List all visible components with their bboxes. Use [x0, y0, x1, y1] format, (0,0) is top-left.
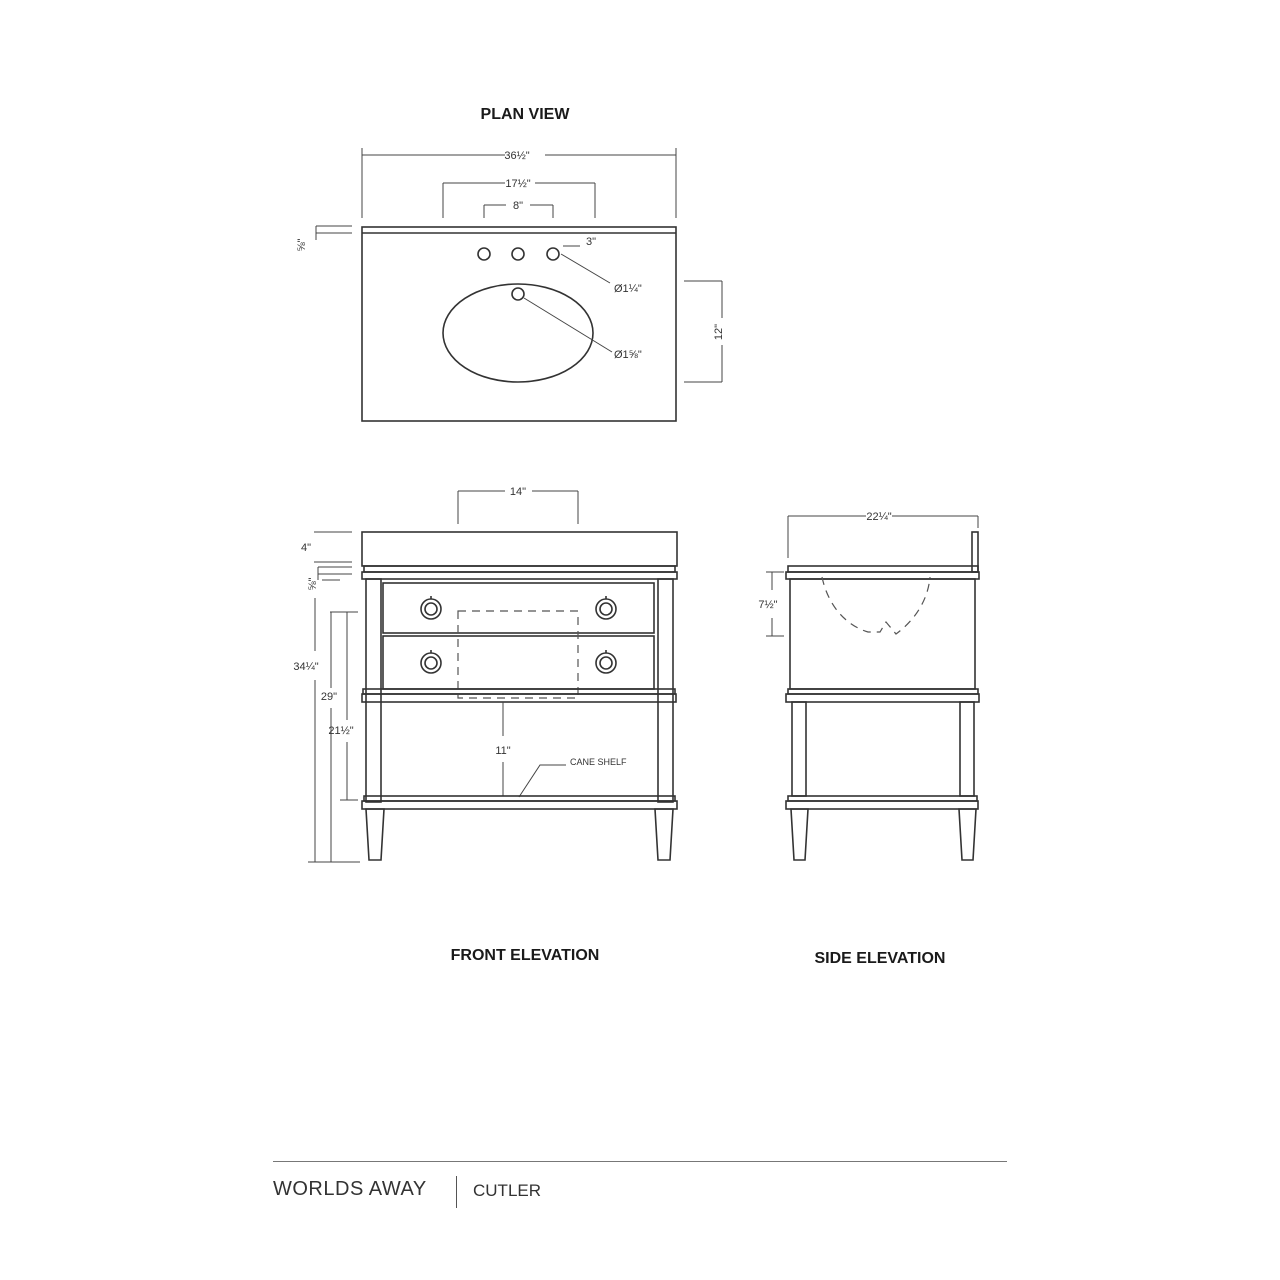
lower-drawer: [383, 636, 654, 689]
side-basin-drop-label: 7½": [758, 599, 778, 611]
front-basin-width-label: 14": [509, 486, 527, 498]
front-elevation: [293, 486, 677, 964]
front-apron-height-label: 29": [320, 691, 338, 703]
product-name: CUTLER: [473, 1181, 542, 1200]
front-right-leg: [655, 809, 673, 860]
side-depth-dimension: [788, 511, 978, 558]
front-right-post: [658, 579, 673, 802]
side-elevation-title: SIDE ELEVATION: [814, 950, 946, 967]
side-cabinet-body: [790, 579, 975, 689]
plan-top-thickness-label: ⅝": [296, 238, 308, 252]
front-basin-width-dimension: [458, 486, 578, 524]
front-leg-height-label: 21½": [328, 725, 354, 737]
side-back-post: [960, 702, 974, 796]
side-hidden-basin-profile: [822, 577, 930, 634]
side-countertop: [788, 566, 978, 572]
cane-shelf-label: CANE SHELF: [570, 757, 627, 767]
footer-divider: [273, 1161, 1007, 1162]
plan-basin: [443, 284, 593, 382]
footer-separator: [456, 1176, 457, 1208]
side-shelf-rail: [786, 801, 978, 809]
faucet-hole-right: [547, 248, 559, 260]
upper-drawer: [383, 583, 654, 633]
hidden-basin-outline: [458, 611, 578, 698]
front-apron-molding: [362, 572, 677, 579]
drain-hole: [512, 288, 524, 300]
front-top-thickness-label: ⅝": [307, 577, 319, 591]
plan-countertop: [362, 227, 676, 421]
plan-view: [296, 106, 725, 421]
plan-faucet-spread-label: 8": [512, 200, 524, 212]
side-mid-rail: [786, 694, 979, 702]
side-front-leg: [791, 809, 808, 860]
front-shelf-clearance-label: 11": [495, 745, 511, 757]
plan-drill-span-label: 17½": [505, 178, 531, 190]
front-overall-height-label: 34¼": [293, 661, 319, 673]
front-countertop-block: [362, 532, 677, 566]
plan-view-title: PLAN VIEW: [480, 106, 570, 123]
faucet-hole-left: [478, 248, 490, 260]
brand-name: WORLDS AWAY: [273, 1178, 427, 1200]
front-left-post: [366, 579, 381, 802]
front-top-edge: [364, 566, 675, 572]
front-backsplash-label: 4": [300, 542, 312, 554]
side-front-post: [792, 702, 806, 796]
side-depth-label: 22¼": [866, 511, 892, 523]
side-back-leg: [959, 809, 976, 860]
plan-basin-depth-label: 12": [713, 323, 725, 341]
plan-drain-diameter-label: Ø1⅝": [614, 349, 642, 361]
front-left-leg: [366, 809, 384, 860]
faucet-hole-center: [512, 248, 524, 260]
plan-drill-span-dimension: [443, 178, 595, 218]
plan-basin-depth-dimension: [684, 281, 725, 382]
plan-overall-width-label: 36½": [504, 150, 530, 162]
side-apron-molding: [786, 572, 979, 579]
plan-top-thickness-dimension: [296, 226, 352, 252]
side-elevation: [758, 511, 979, 967]
plan-hole-diameter-label: Ø1¼": [614, 283, 642, 295]
front-elevation-title: FRONT ELEVATION: [450, 947, 600, 964]
drawer-ring-pull-icon: [421, 596, 616, 673]
plan-edge-offset-label: 3": [586, 236, 597, 248]
plan-faucet-spread-dimension: [484, 200, 553, 218]
front-cane-shelf: [362, 801, 677, 809]
